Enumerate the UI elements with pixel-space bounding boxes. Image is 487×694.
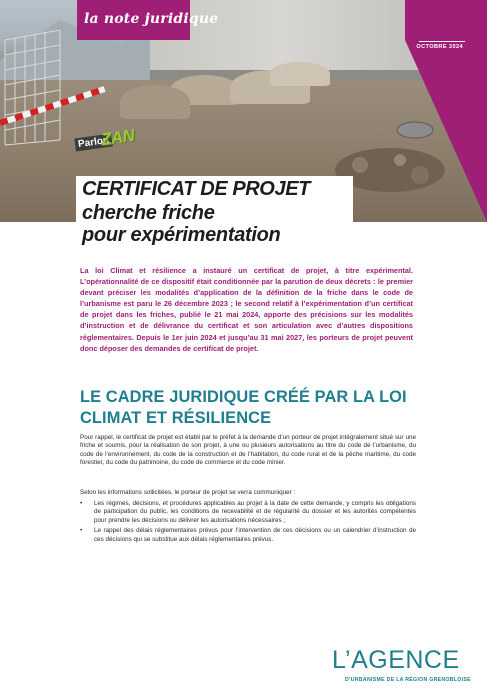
page-title: CERTIFICAT DE PROJET: [82, 178, 310, 200]
bullet-list: [80, 500, 416, 546]
issue-date: OCTOBRE 2024: [416, 44, 463, 50]
section-title: LE CADRE JURIDIQUE CRÉÉ PAR LA LOI CLIMAT ET RÉSILIENCE: [80, 388, 407, 427]
badge-parlons: Parlon: [74, 133, 113, 151]
agence-logo: L’AGENCE: [332, 646, 460, 674]
gravel-mound: [120, 85, 190, 119]
list-item: [80, 500, 416, 525]
intro-paragraph: La loi Climat et résilience a instauré un certificat de projet, à titre expérimental. L’opérationnalité de ce dispositif était conditionnée par la parution de deux décrets : le premier devant préciser les modalités d’application de la définition de la friche dans le code de l’urbanisme est paru le 26 décembre 2023 ; le second relatif à l’expérimentation d’un certificat de projet dans les friches, publié le 21 mai 2024, apporte des précisions sur les modalités d’instruction et de délivrance du certificat et son articulation avec d’autres dispositions réglementaires. Depuis le 1er juin 2024 et jusqu’au 31 mai 2027, les porteurs de projet peuvent donc déposer des demandes de certificat de projet.: [80, 266, 413, 353]
list-item-text: Le rappel des délais réglementaires prévus pour l’intervention de ces décisions ou un calendrier d’instruction de ces décisions qui se substitue aux délais réglementaires prévus.: [94, 527, 416, 543]
list-item: [80, 527, 416, 544]
badge-zan: ZAN: [99, 125, 136, 150]
section-paragraph: Selon les informations sollicitées, le porteur de projet se verra communiquer :: [80, 489, 296, 496]
bullet-glyph: •: [80, 500, 83, 507]
section-paragraph: Pour rappel, le certificat de projet est établi par le préfet à la demande d’un porteur de projet intégralement situé sur une friche et soumis, pour la réalisation de son projet, à une ou plusieurs autorisations au titre du code de l’urbanisme, du code de l’environnement, du code de la construction et de l’habitation, du code rural et de la pêche maritime, du code forestier, du code du patrimoine, du code de commerce et du code minier.: [80, 434, 416, 467]
gravel-mound: [270, 62, 330, 86]
series-label: la note juridique: [84, 11, 219, 27]
agence-tagline: D’URBANISME DE LA RÉGION GRENOBLOISE: [345, 677, 471, 683]
list-item-text: Les régimes, décisions, et procédures applicables au projet à la date de cette demande, y compris les obligations de participation du public, les conditions de recevabilité et de régularité du dossier et les autorités compétentes pour prendre les décisions ou délivrer les autorisations nécessaires ;: [94, 500, 416, 524]
date-divider: [419, 41, 465, 42]
page-subtitle-line2: pour expérimentation: [82, 224, 281, 246]
corner-ribbon: [405, 0, 487, 222]
bullet-glyph: •: [80, 527, 83, 535]
page-subtitle-line1: cherche friche: [82, 202, 215, 224]
